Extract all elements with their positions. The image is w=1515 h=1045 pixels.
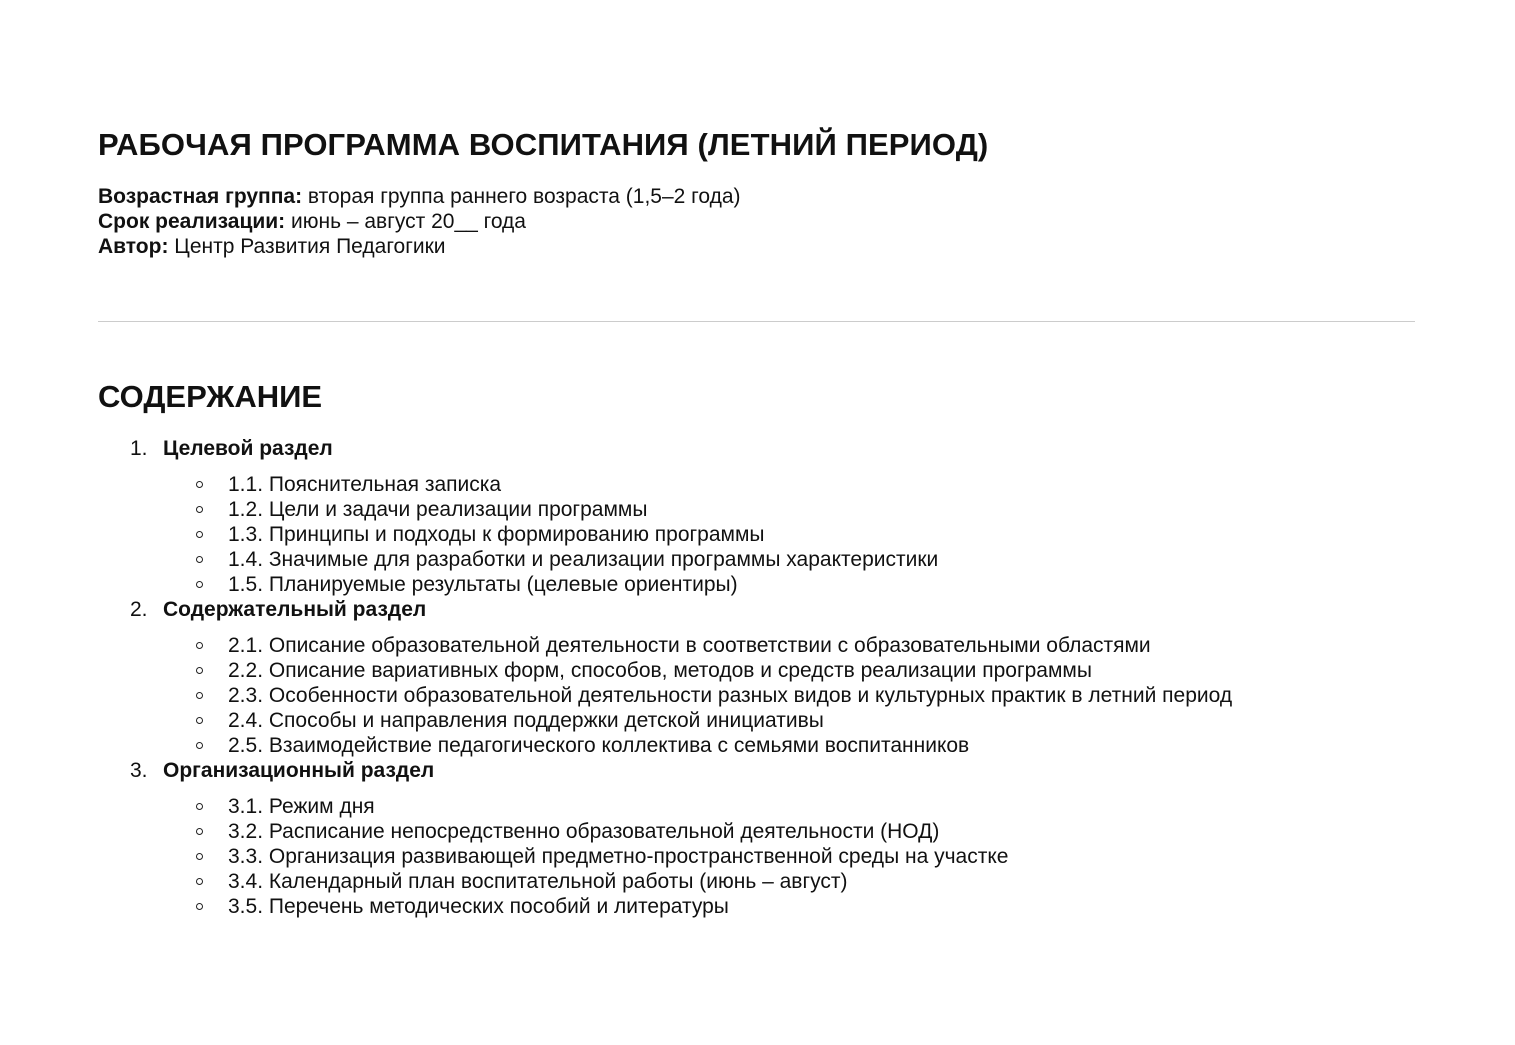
circle-bullet-icon	[196, 481, 203, 488]
toc-item-text: 3.5. Перечень методических пособий и литературы	[228, 895, 729, 918]
toc-section	[98, 436, 1415, 597]
toc-section-row	[98, 758, 1415, 783]
toc-item-text: 1.5. Планируемые результаты (целевые ориентиры)	[228, 573, 738, 596]
toc-heading: СОДЕРЖАНИЕ	[98, 379, 323, 414]
document-meta	[98, 184, 1415, 259]
toc-item	[98, 708, 1415, 733]
toc-item-text: 1.1. Пояснительная записка	[228, 473, 502, 496]
circle-bullet-icon	[196, 692, 203, 699]
circle-bullet-icon	[196, 667, 203, 674]
toc-item-text: 1.2. Цели и задачи реализации программы	[228, 498, 648, 521]
meta-value: июнь – август 20__ года	[285, 210, 526, 233]
toc-subitems	[98, 472, 1415, 597]
circle-bullet-icon	[196, 853, 203, 860]
meta-age-group	[98, 184, 1415, 209]
meta-value: Центр Развития Педагогики	[168, 235, 446, 258]
horizontal-divider	[98, 321, 1415, 322]
toc-item	[98, 572, 1415, 597]
toc-item	[98, 819, 1415, 844]
circle-bullet-icon	[196, 642, 203, 649]
toc-item	[98, 658, 1415, 683]
meta-author	[98, 234, 1415, 259]
toc-subitems	[98, 794, 1415, 919]
toc-section-row	[98, 436, 1415, 461]
toc-section-row	[98, 597, 1415, 622]
meta-value: вторая группа раннего возраста (1,5–2 года)	[302, 185, 741, 208]
circle-bullet-icon	[196, 803, 203, 810]
meta-label: Автор:	[98, 235, 169, 258]
toc-item	[98, 844, 1415, 869]
table-of-contents	[98, 436, 1415, 919]
toc-item	[98, 869, 1415, 894]
circle-bullet-icon	[196, 581, 203, 588]
circle-bullet-icon	[196, 828, 203, 835]
circle-bullet-icon	[196, 742, 203, 749]
meta-label: Срок реализации:	[98, 210, 286, 233]
toc-item	[98, 633, 1415, 658]
circle-bullet-icon	[196, 903, 203, 910]
toc-item-text: 1.4. Значимые для разработки и реализации программы характеристики	[228, 548, 939, 571]
circle-bullet-icon	[196, 556, 203, 563]
section-title: Целевой раздел	[163, 437, 333, 460]
circle-bullet-icon	[196, 878, 203, 885]
circle-bullet-icon	[196, 717, 203, 724]
toc-item	[98, 472, 1415, 497]
toc-item-text: 3.3. Организация развивающей предметно-пространственной среды на участке	[228, 845, 1009, 868]
toc-item-text: 3.2. Расписание непосредственно образовательной деятельности (НОД)	[228, 820, 940, 843]
circle-bullet-icon	[196, 506, 203, 513]
toc-item-text: 2.1. Описание образовательной деятельности в соответствии с образовательными областями	[228, 634, 1151, 657]
toc-item-text: 1.3. Принципы и подходы к формированию программы	[228, 523, 765, 546]
toc-item-text: 3.1. Режим дня	[228, 795, 375, 818]
toc-item-text: 2.5. Взаимодействие педагогического коллектива с семьями воспитанников	[228, 734, 970, 757]
toc-subitems	[98, 633, 1415, 758]
section-number: 2.	[130, 598, 148, 621]
toc-item	[98, 794, 1415, 819]
toc-item	[98, 894, 1415, 919]
toc-item-text: 2.3. Особенности образовательной деятельности разных видов и культурных практик в летний период	[228, 684, 1233, 707]
section-title: Содержательный раздел	[163, 598, 427, 621]
section-number: 1.	[130, 437, 148, 460]
toc-item	[98, 733, 1415, 758]
toc-section	[98, 758, 1415, 919]
circle-bullet-icon	[196, 531, 203, 538]
toc-item-text: 2.2. Описание вариативных форм, способов, методов и средств реализации программы	[228, 659, 1092, 682]
toc-item	[98, 522, 1415, 547]
meta-label: Возрастная группа:	[98, 185, 303, 208]
toc-section	[98, 597, 1415, 758]
toc-item	[98, 683, 1415, 708]
toc-item-text: 3.4. Календарный план воспитательной работы (июнь – август)	[228, 870, 848, 893]
section-number: 3.	[130, 759, 148, 782]
toc-item-text: 2.4. Способы и направления поддержки детской инициативы	[228, 709, 824, 732]
document-title: РАБОЧАЯ ПРОГРАММА ВОСПИТАНИЯ (ЛЕТНИЙ ПЕРИОД)	[98, 127, 989, 162]
toc-item	[98, 547, 1415, 572]
toc-item	[98, 497, 1415, 522]
section-title: Организационный раздел	[163, 759, 435, 782]
meta-period	[98, 209, 1415, 234]
